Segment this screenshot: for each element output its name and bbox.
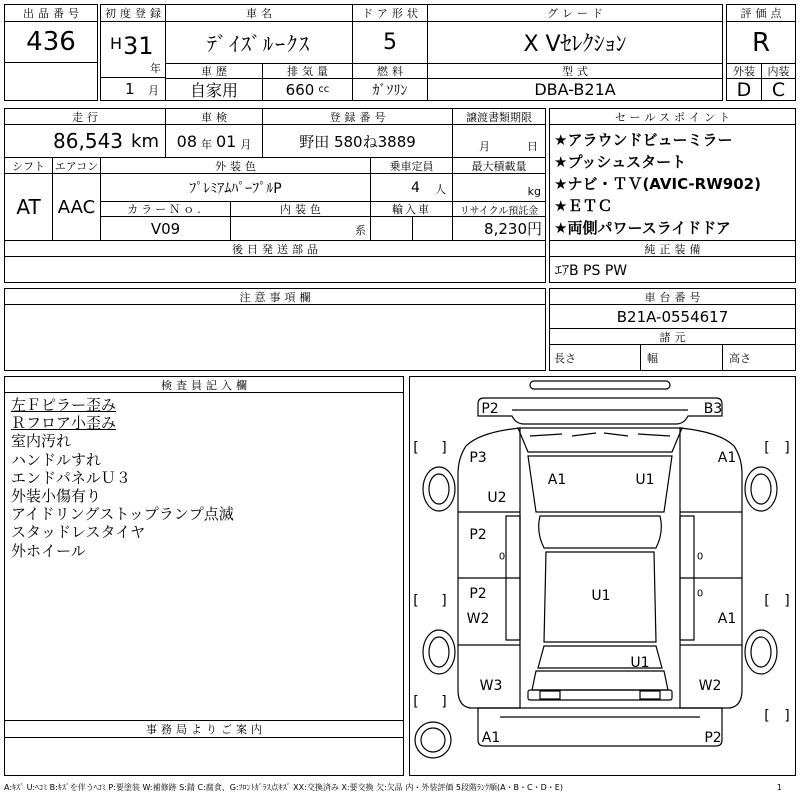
import-car-label: 輸入車 (370, 201, 453, 217)
chassis-number-label: 車台番号 (549, 288, 796, 305)
tire-bracket-close: ] (441, 440, 447, 456)
inspector-note: 室内汚れ (11, 432, 72, 451)
damage-label: B3 (703, 401, 723, 417)
specs-label: 諸元 (549, 328, 796, 345)
tire-bracket-open: [ (764, 593, 770, 609)
inspector-note: スタッドレスタイヤ (11, 523, 146, 542)
office-notice-label: 事務局よりご案内 (4, 720, 404, 738)
lot-number-blank (4, 62, 98, 101)
wheel-rear-right-inner (751, 637, 771, 667)
rear-lamp-right (640, 691, 660, 699)
damage-label: U2 (487, 490, 507, 506)
exterior-grade: D (726, 78, 762, 101)
fuel-lid-mark: 0 (696, 588, 704, 600)
interior-color-label: 内装色 (230, 201, 371, 217)
registration-month: 1 (125, 80, 135, 98)
damage-code-legend: A:ｷｽﾞ U:ﾍｺﾐ B:ｷｽﾞを伴うﾍｺﾐ P:要塗装 W:補修跡 S:錆 C:腐食、G:ﾌﾛﾝﾄｶﾞﾗｽ点ｷｽﾞ XX:交換済み X:要交換 欠:欠品 内・外装評価 5段階ﾗﾝｸ順(A・B・C・D・E) (4, 783, 563, 792)
spare-tire-inner (421, 728, 445, 752)
damage-label: W3 (479, 678, 503, 694)
capacity-label: 乗車定員 (370, 157, 453, 174)
inspection-month-unit: 月 (240, 138, 252, 151)
sales-points-label: セールスポイント (549, 108, 796, 125)
mileage-unit: km (131, 130, 159, 152)
history-label: 車歴 (165, 63, 263, 79)
tire-bracket-open: [ (764, 708, 770, 724)
registration-number-label: 登録番号 (262, 108, 453, 125)
exterior-color-label: 外装色 (100, 157, 371, 174)
damage-label: W2 (466, 611, 490, 627)
damage-label: A1 (481, 730, 501, 746)
interior-grade-label: 内装 (761, 63, 796, 79)
tire-bracket-close: ] (441, 593, 447, 609)
front-bumper (478, 398, 722, 424)
tire-bracket-open: [ (413, 593, 419, 609)
import-car-box-2 (412, 216, 453, 241)
front-windshield (518, 428, 682, 452)
exterior-grade-label: 外装 (726, 63, 762, 79)
year-unit: 年 (150, 62, 161, 75)
inspector-note: ハンドルすれ (11, 450, 102, 469)
lot-number: 436 (4, 21, 98, 63)
doors: 5 (352, 21, 428, 64)
tire-bracket-close: ] (441, 694, 447, 710)
wheel-front-left-inner (429, 474, 449, 504)
color-no: V09 (100, 216, 231, 241)
inspection-month: 01 (216, 131, 237, 151)
tire-bracket-open: [ (413, 440, 419, 456)
max-load-label: 最大積載量 (452, 157, 546, 174)
max-load-unit: kg (527, 185, 541, 198)
door-type-label: ドア形状 (352, 4, 428, 22)
first-registration-year (100, 21, 166, 78)
transfer-day-unit: 日 (527, 140, 538, 153)
transfer-deadline-label: 譲渡書類期限 (452, 108, 546, 125)
model-code: DBA-B21A (427, 78, 723, 101)
score: R (726, 21, 796, 64)
first-registration-month (100, 77, 166, 101)
genuine-equipment-label: 純正装備 (549, 240, 796, 257)
lot-number-label: 出品番号 (4, 4, 98, 22)
grade-label: グレード (427, 4, 723, 22)
sales-point: ★両側パワースライドドア (554, 219, 731, 237)
inspector-notes (4, 392, 404, 721)
capacity (370, 173, 453, 202)
color-no-label: カラーＮｏ. (100, 201, 231, 217)
fuel-lid-mark: 0 (696, 551, 704, 563)
damage-label: U1 (635, 472, 655, 488)
sales-points (549, 124, 796, 241)
score-label: 評価点 (726, 4, 796, 22)
tire-bracket-close: ] (784, 593, 790, 609)
front-bumper-strip (530, 381, 670, 389)
page-number: 1 (776, 783, 782, 792)
damage-label: P3 (469, 450, 487, 466)
length-label: 長さ (549, 344, 641, 371)
front-roof-glass (539, 516, 662, 548)
sales-point: ★プッシュスタート (554, 153, 687, 171)
max-load (452, 173, 546, 202)
interior-color-unit: 系 (355, 224, 366, 237)
recycle-fee: 8,230円 (452, 216, 546, 241)
damage-label: A1 (717, 611, 737, 627)
tire-bracket-open: [ (764, 440, 770, 456)
fuel-lid-mark: 0 (498, 551, 506, 563)
registration-year: 31 (123, 32, 154, 60)
displacement-unit: cc (318, 84, 330, 95)
mileage (4, 124, 166, 158)
displacement (262, 78, 353, 101)
recycle-fee-label: リサイクル預託金 (452, 201, 546, 217)
aircon: AAC (52, 173, 101, 241)
wheel-rear-left-inner (429, 637, 449, 667)
mileage-label: 走行 (4, 108, 166, 125)
inspection-label: 車検 (165, 108, 263, 125)
inspection-expiry (165, 124, 263, 158)
notes-body (4, 304, 546, 371)
parts-later-label: 後日発送部品 (4, 240, 546, 257)
inspector-note: Ｒフロア小歪み (11, 414, 117, 433)
damage-label: U1 (630, 655, 650, 671)
rear-lamp-left (540, 691, 560, 699)
car-name: ﾃﾞｲｽﾞﾙｰｸｽ (165, 21, 353, 64)
tire-bracket-close: ] (784, 708, 790, 724)
mileage-value: 86,543 (53, 129, 124, 153)
genuine-equipment: ｴｱB PS PW (549, 256, 796, 283)
aircon-label: エアコン (52, 157, 101, 174)
interior-grade: C (761, 78, 796, 101)
width-label: 幅 (640, 344, 723, 371)
capacity-value: 4 (411, 180, 420, 196)
inspector-note: 外装小傷有り (11, 486, 102, 505)
height-label: 高さ (722, 344, 796, 371)
sales-point: ★ＥＴＣ (554, 197, 613, 215)
damage-label: P2 (469, 586, 487, 602)
import-car-box-1 (370, 216, 413, 241)
office-notice-body (4, 737, 404, 776)
right-side-panel (680, 428, 742, 708)
damage-label: P2 (481, 401, 499, 417)
wheel-front-right-inner (751, 474, 771, 504)
month-unit: 月 (148, 84, 159, 97)
damage-label: A1 (547, 472, 567, 488)
transfer-month-unit: 月 (479, 140, 490, 153)
left-side-panel (458, 428, 520, 708)
fuel: ｶﾞｿﾘﾝ (352, 78, 428, 101)
shift-label: シフト (4, 157, 53, 174)
rear-hatch (532, 671, 668, 690)
first-registration-label: 初度登録 (100, 4, 166, 22)
displacement-label: 排気量 (262, 63, 353, 79)
era: H (110, 34, 123, 53)
inspector-note: エンドパネルＵ３ (11, 468, 131, 487)
sales-point: ★アラウンドビューミラー (554, 131, 733, 149)
inspector-note: 左Ｆピラー歪み (11, 396, 117, 414)
sales-point: ★ナビ・ＴＶ(AVIC-RW902) (554, 175, 761, 193)
shift: AT (4, 173, 53, 241)
damage-label: P2 (469, 527, 487, 543)
notes-label: 注意事項欄 (4, 288, 546, 305)
inspection-year: 08 (176, 131, 197, 151)
displacement-value: 660 (285, 80, 315, 99)
damage-label: U1 (591, 588, 611, 604)
model-code-label: 型式 (427, 63, 723, 79)
damage-label: P2 (704, 730, 722, 746)
tire-bracket-open: [ (413, 694, 419, 710)
registration-number: 野田 580ね3889 (262, 124, 453, 158)
parts-later-body (4, 256, 546, 283)
exterior-color: ﾌﾟﾚﾐｱﾑﾊﾟｰﾌﾟﾙP (100, 173, 371, 202)
wipers (530, 433, 670, 436)
damage-label: W2 (698, 678, 722, 694)
inspector-label: 検査員記入欄 (4, 376, 404, 393)
capacity-unit: 人 (435, 183, 446, 196)
tire-bracket-close: ] (784, 440, 790, 456)
rear-bumper (478, 708, 722, 746)
inspector-note: 外ホイール (11, 541, 86, 560)
history: 自家用 (165, 78, 263, 101)
car-name-label: 車名 (165, 4, 353, 22)
interior-color (230, 216, 371, 241)
grade: X Vｾﾚｸｼｮﾝ (427, 21, 723, 64)
inspector-note: アイドリングストップランプ点滅 (11, 505, 234, 524)
chassis-number: B21A-0554617 (549, 304, 796, 329)
damage-label: A1 (717, 450, 737, 466)
fuel-label: 燃料 (352, 63, 428, 79)
inspection-year-unit: 年 (201, 138, 212, 151)
car-damage-diagram (409, 376, 796, 776)
transfer-deadline (452, 124, 546, 158)
